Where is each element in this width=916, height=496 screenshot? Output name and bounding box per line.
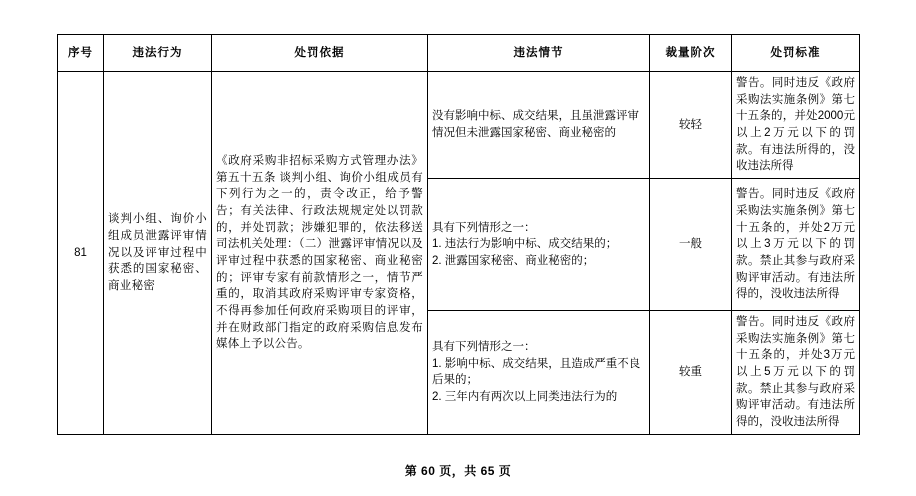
cell-violation-act: 谈判小组、询价小组成员泄露评审情况以及评审过程中获悉的国家秘密、商业秘密 <box>104 72 212 435</box>
cell-serial-number: 81 <box>58 72 104 435</box>
cell-penalty-standard: 警告。同时违反《政府采购法实施条例》第七十五条的，并处3万元以上5万元以下的罚款。禁止其参与政府采购评审活动。有违法所得的，没收违法所得 <box>732 311 860 435</box>
cell-discretion-level: 一般 <box>650 179 732 311</box>
cell-violation-circumstance: 具有下列情形之一： 1. 违法行为影响中标、成交结果的； 2. 泄露国家秘密、商业秘密的； <box>428 179 650 311</box>
cell-penalty-standard: 警告。同时违反《政府采购法实施条例》第七十五条的，并处2000元以上2万元以下的罚款。有违法所得的，没收违法所得 <box>732 72 860 179</box>
cell-violation-circumstance: 具有下列情形之一： 1. 影响中标、成交结果，且造成严重不良后果的； 2. 三年内有两次以上同类违法行为的 <box>428 311 650 435</box>
header-penalty-standard: 处罚标准 <box>732 35 860 72</box>
penalty-table-container <box>57 34 859 435</box>
cell-penalty-standard: 警告。同时违反《政府采购法实施条例》第七十五条的，并处2万元以上3万元以下的罚款。禁止其参与政府采购评审活动。有违法所得的，没收违法所得 <box>732 179 860 311</box>
cell-discretion-level: 较轻 <box>650 72 732 179</box>
table-header-row <box>58 35 860 72</box>
header-penalty-basis: 处罚依据 <box>212 35 428 72</box>
cell-penalty-basis: 《政府采购非招标采购方式管理办法》第五十五条 谈判小组、询价小组成员有下列行为之一的，责令改正，给予警告；有关法律、行政法规规定处以罚款的，并处罚款；涉嫌犯罪的，依法移送司法机关处理：（二）泄露评审情况以及评审过程中获悉的国家秘密、商业秘密的；评审专家有前款情形之一，情节严重的，取消其政府采购评审专家资格，不得再参加任何政府采购项目的评审，并在财政部门指定的政府采购信息发布媒体上予以公告。 <box>212 72 428 435</box>
header-serial-number: 序号 <box>58 35 104 72</box>
table-header <box>58 35 860 72</box>
header-discretion-level: 裁量阶次 <box>650 35 732 72</box>
page-footer: 第 60 页，共 65 页 <box>404 464 512 478</box>
table-row <box>58 72 860 179</box>
table-body <box>58 72 860 435</box>
cell-discretion-level: 较重 <box>650 311 732 435</box>
header-violation-circumstance: 违法情节 <box>428 35 650 72</box>
header-violation-act: 违法行为 <box>104 35 212 72</box>
penalty-table <box>57 34 860 435</box>
cell-violation-circumstance: 没有影响中标、成交结果，且虽泄露评审情况但未泄露国家秘密、商业秘密的 <box>428 72 650 179</box>
